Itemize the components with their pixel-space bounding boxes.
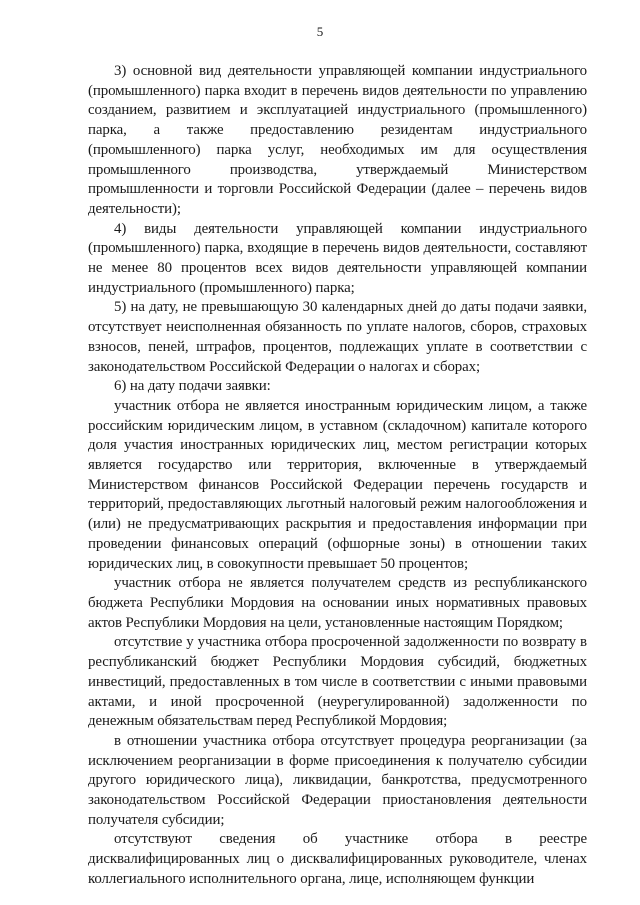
paragraph-budget-recipient: участник отбора не является получателем средств из республиканского бюджета Республики Мордовия на основании иных нормативных правовых актов Республики Мордовия на цели, установленные настоящим Порядком; (88, 575, 587, 631)
paragraph-reorganization: в отношении участника отбора отсутствует процедура реорганизации (за исключением реорганизации в форме присоединения к получателю субсидии другого юридического лица), ликвидации, банкротства, предусмотренного законодательством Российской Федерации приостановления деятельности получателя субсидии; (88, 732, 587, 828)
paragraph-foreign-entity: участник отбора не является иностранным юридическим лицом, а также российским юридическим лицом, в уставном (складочном) капитале которого доля участия иностранных юридических лиц, местом регистрации которых является государство или территория, включенные в утверждаемый Министерством финансов Российской Федерации перечень государств и территорий, предоставляющих льготный налоговый режим налогообложения и (или) не предусматривающих раскрытия и предоставления информации при проведении финансовых операций (офшорные зоны) в отношении таких юридических лиц, в совокупности превышает 50 процентов; (88, 397, 587, 572)
paragraph-item-6: 6) на дату подачи заявки: (114, 378, 271, 395)
paragraph-item-4: 4) виды деятельности управляющей компании индустриального (промышленного) парка, входящие в перечень видов деятельности, составляют не менее 80 процентов всех видов деятельности управляющей компании индустриального (промышленного) парка; (88, 220, 587, 296)
document-body (88, 62, 587, 890)
paragraph-overdue-debt: отсутствие у участника отбора просроченной задолженности по возврату в республиканский бюджет Республики Мордовия субсидий, бюджетных инвестиций, предоставленных в том числе в соответствии с иными правовыми актами, и иной просроченной (неурегулированной) задолженности по денежным обязательствам перед Республикой Мордовия; (88, 634, 587, 730)
page-number: 5 (316, 24, 324, 39)
paragraph-disqualified-persons: отсутствуют сведения об участнике отбора в реестре дисквалифицированных лиц о дисквалифицированных руководителе, членах коллегиального исполнительного органа, лице, исполняющем функции (88, 831, 587, 887)
paragraph-item-5: 5) на дату, не превышающую 30 календарных дней до даты подачи заявки, отсутствует неисполненная обязанность по уплате налогов, сборов, страховых взносов, пеней, штрафов, процентов, подлежащих уплате в соответствии с законодательством Российской Федерации о налогах и сборах; (88, 299, 587, 375)
paragraph-item-3: 3) основной вид деятельности управляющей компании индустриального (промышленного) парка входит в перечень видов деятельности по управлению созданием, развитием и эксплуатацией индустриального (промышленного) парка, а также предоставлению резидентам индустриального (промышленного) парка услуг, необходимых им для осуществления промышленного производства, утверждаемый Министерством промышленности и торговли Российской Федерации (далее – перечень видов деятельности); (88, 63, 587, 217)
